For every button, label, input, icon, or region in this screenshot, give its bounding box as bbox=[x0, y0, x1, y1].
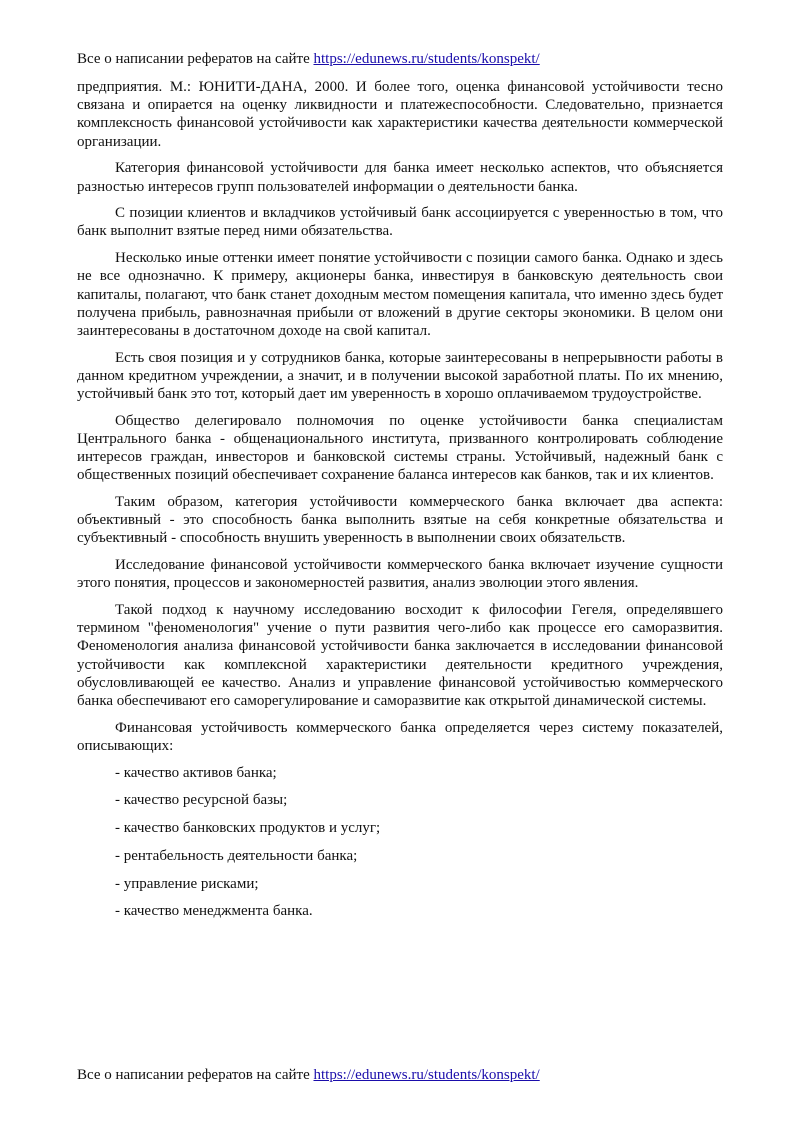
list-item: - качество менеджмента банка. bbox=[115, 903, 313, 920]
page-footer bbox=[77, 1066, 540, 1084]
paragraph: Такой подход к научному исследованию восходит к философии Гегеля, определявшего термином "феноменология" учение о пути развития чего-либо как процессе его саморазвития. Феноменология анализа финансовой устойчивости банка заключается в исследовании финансовой устойчивости как комплексной характеристики деятельности кредитного учреждения, обусловливающей ее качество. Анализ и управление финансовой устойчивостью коммерческого банка обеспечивают его саморегулирование и саморазвитие как открытой динамической системы. bbox=[77, 602, 723, 710]
paragraph: предприятия. М.: ЮНИТИ-ДАНА, 2000. И более того, оценка финансовой устойчивости тесно связана и опирается на оценку ликвидности и платежеспособности. Следовательно, признается комплексность финансовой устойчивости как характеристики качества деятельности коммерческой организации. bbox=[77, 79, 723, 150]
footer-link[interactable]: https://edunews.ru/students/konspekt/ bbox=[313, 1067, 540, 1083]
paragraph: Общество делегировало полномочия по оценке устойчивости банка специалистам Центрального банка - общенационального института, призванного контролировать соблюдение интересов граждан, инвесторов и банковской системы страны. Устойчивый, надежный банк с общественных позиций обеспечивает сохранение баланса интересов как банков, так и их клиентов. bbox=[77, 412, 723, 484]
header-link[interactable]: https://edunews.ru/students/konspekt/ bbox=[313, 51, 540, 67]
document-body bbox=[77, 78, 723, 930]
list-item: - качество банковских продуктов и услуг; bbox=[115, 820, 381, 837]
list-item: - качество ресурсной базы; bbox=[115, 792, 288, 809]
list-item: - рентабельность деятельности банка; bbox=[115, 847, 358, 864]
paragraph: Исследование финансовой устойчивости коммерческого банка включает изучение сущности этого понятия, процессов и закономерностей развития, анализ эволюции этого явления. bbox=[77, 557, 723, 592]
document-page bbox=[77, 0, 723, 1131]
page-header bbox=[77, 50, 540, 68]
list-item: - управление рисками; bbox=[115, 875, 259, 892]
paragraph: Финансовая устойчивость коммерческого банка определяется через систему показателей, описывающих: bbox=[77, 719, 723, 754]
header-text: Все о написании рефератов на сайте bbox=[77, 51, 314, 67]
paragraph: Есть своя позиция и у сотрудников банка, которые заинтересованы в непрерывности работы в данном кредитном учреждении, а значит, и в получении высокой заработной платы. По их мнению, устойчивый банк это тот, который дает им уверенность в хорошо оплачиваемом трудоустройстве. bbox=[77, 349, 723, 403]
list-item: - качество активов банка; bbox=[115, 764, 277, 781]
footer-text: Все о написании рефератов на сайте bbox=[77, 1067, 314, 1083]
paragraph: Категория финансовой устойчивости для банка имеет несколько аспектов, что объясняется разностью интересов групп пользователей информации о деятельности банка. bbox=[77, 160, 723, 195]
paragraph: Таким образом, категория устойчивости коммерческого банка включает два аспекта: объективный - это способность банка выполнить взятые на себя конкретные обязательства и субъективный - способность внушить уверенность в выполнении своих обязательств. bbox=[77, 494, 723, 547]
paragraph: С позиции клиентов и вкладчиков устойчивый банк ассоциируется с уверенностью в том, что банк выполнит взятые перед ними обязательства. bbox=[77, 205, 723, 240]
paragraph: Несколько иные оттенки имеет понятие устойчивости с позиции самого банка. Однако и здесь не все однозначно. К примеру, акционеры банка, инвестируя в банковскую деятельность свои капиталы, полагают, что банк станет доходным местом помещения капитала, что именно здесь будет получена прибыль, равнозначная прибыли от вложений в другие секторы экономики. В целом они заинтересованы в достаточном доходе на свой капитал. bbox=[77, 250, 723, 339]
